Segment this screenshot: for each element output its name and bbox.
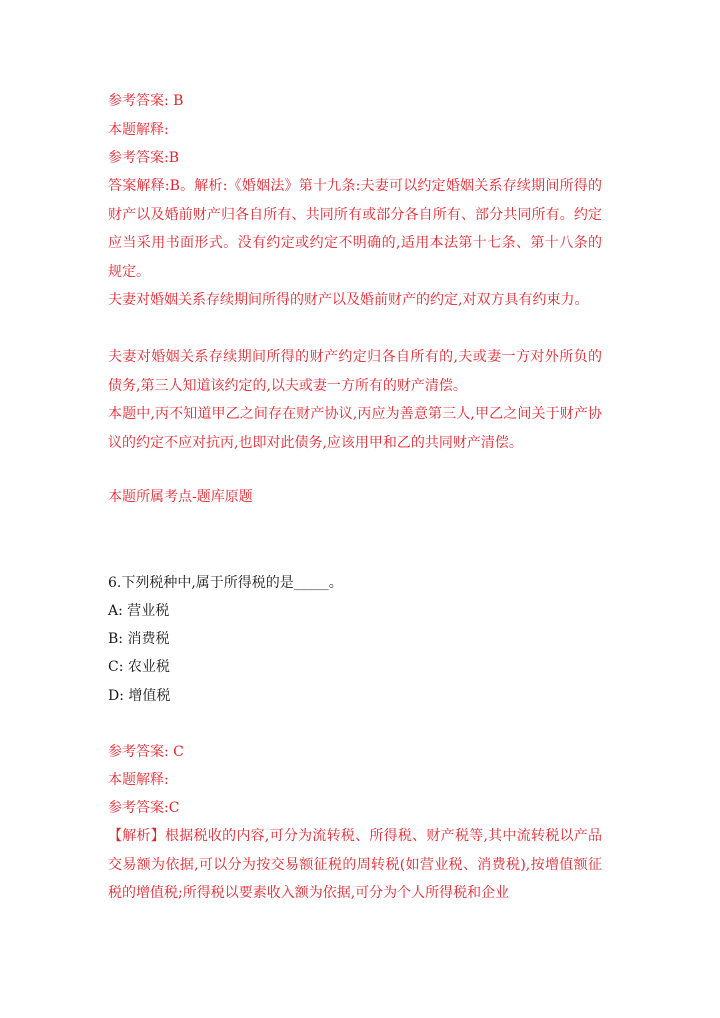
question-stem: 6.下列税种中,属于所得税的是_____。 <box>108 575 343 591</box>
explanation-paragraph: 本题中,丙不知道甲乙之间存在财产协议,丙应为善意第三人,甲乙之间关于财产协议的约定不应对抗丙,也即对此债务,应该用甲和乙的共同财产清偿。 <box>108 406 602 451</box>
option-d: D: 增值税 <box>108 688 171 704</box>
answer-reference-detail: 参考答案:B <box>108 150 180 166</box>
answer-reference-detail: 参考答案:C <box>108 800 180 816</box>
option-b: B: 消费税 <box>108 631 170 647</box>
answer-explanation: 【解析】根据税收的内容,可分为流转税、所得税、财产税等,其中流转税以产品交易额为依据,可以分为按交易额征税的周转税(如营业税、消费税),按增值额征税的增值税;所得税以要素收入额为依据,可分为个人所得税和企业 <box>108 828 602 902</box>
explanation-label: 本题解释: <box>108 772 169 788</box>
topic-label: 本题所属考点-题库原题 <box>108 489 253 505</box>
answer-explanation: 答案解释:B。解析:《婚姻法》第十九条:夫妻可以约定婚姻关系存续期间所得的财产以及婚前财产归各自所有、共同所有或部分各自所有、部分共同所有。约定应当采用书面形式。没有约定或约定不明确的,适用本法第十七条、第十八条的规定。 <box>108 178 602 280</box>
explanation-paragraph: 夫妻对婚姻关系存续期间所得的财产约定归各自所有的,夫或妻一方对外所负的债务,第三人知道该约定的,以夫或妻一方所有的财产清偿。 <box>108 349 602 394</box>
option-c: C: 农业税 <box>108 659 170 675</box>
explanation-paragraph: 夫妻对婚姻关系存续期间所得的财产以及婚前财产的约定,对双方具有约束力。 <box>108 292 589 308</box>
option-a: A: 营业税 <box>108 603 170 619</box>
explanation-label: 本题解释: <box>108 122 169 138</box>
answer-reference: 参考答案: B <box>108 93 184 109</box>
answer-reference: 参考答案: C <box>108 744 184 760</box>
